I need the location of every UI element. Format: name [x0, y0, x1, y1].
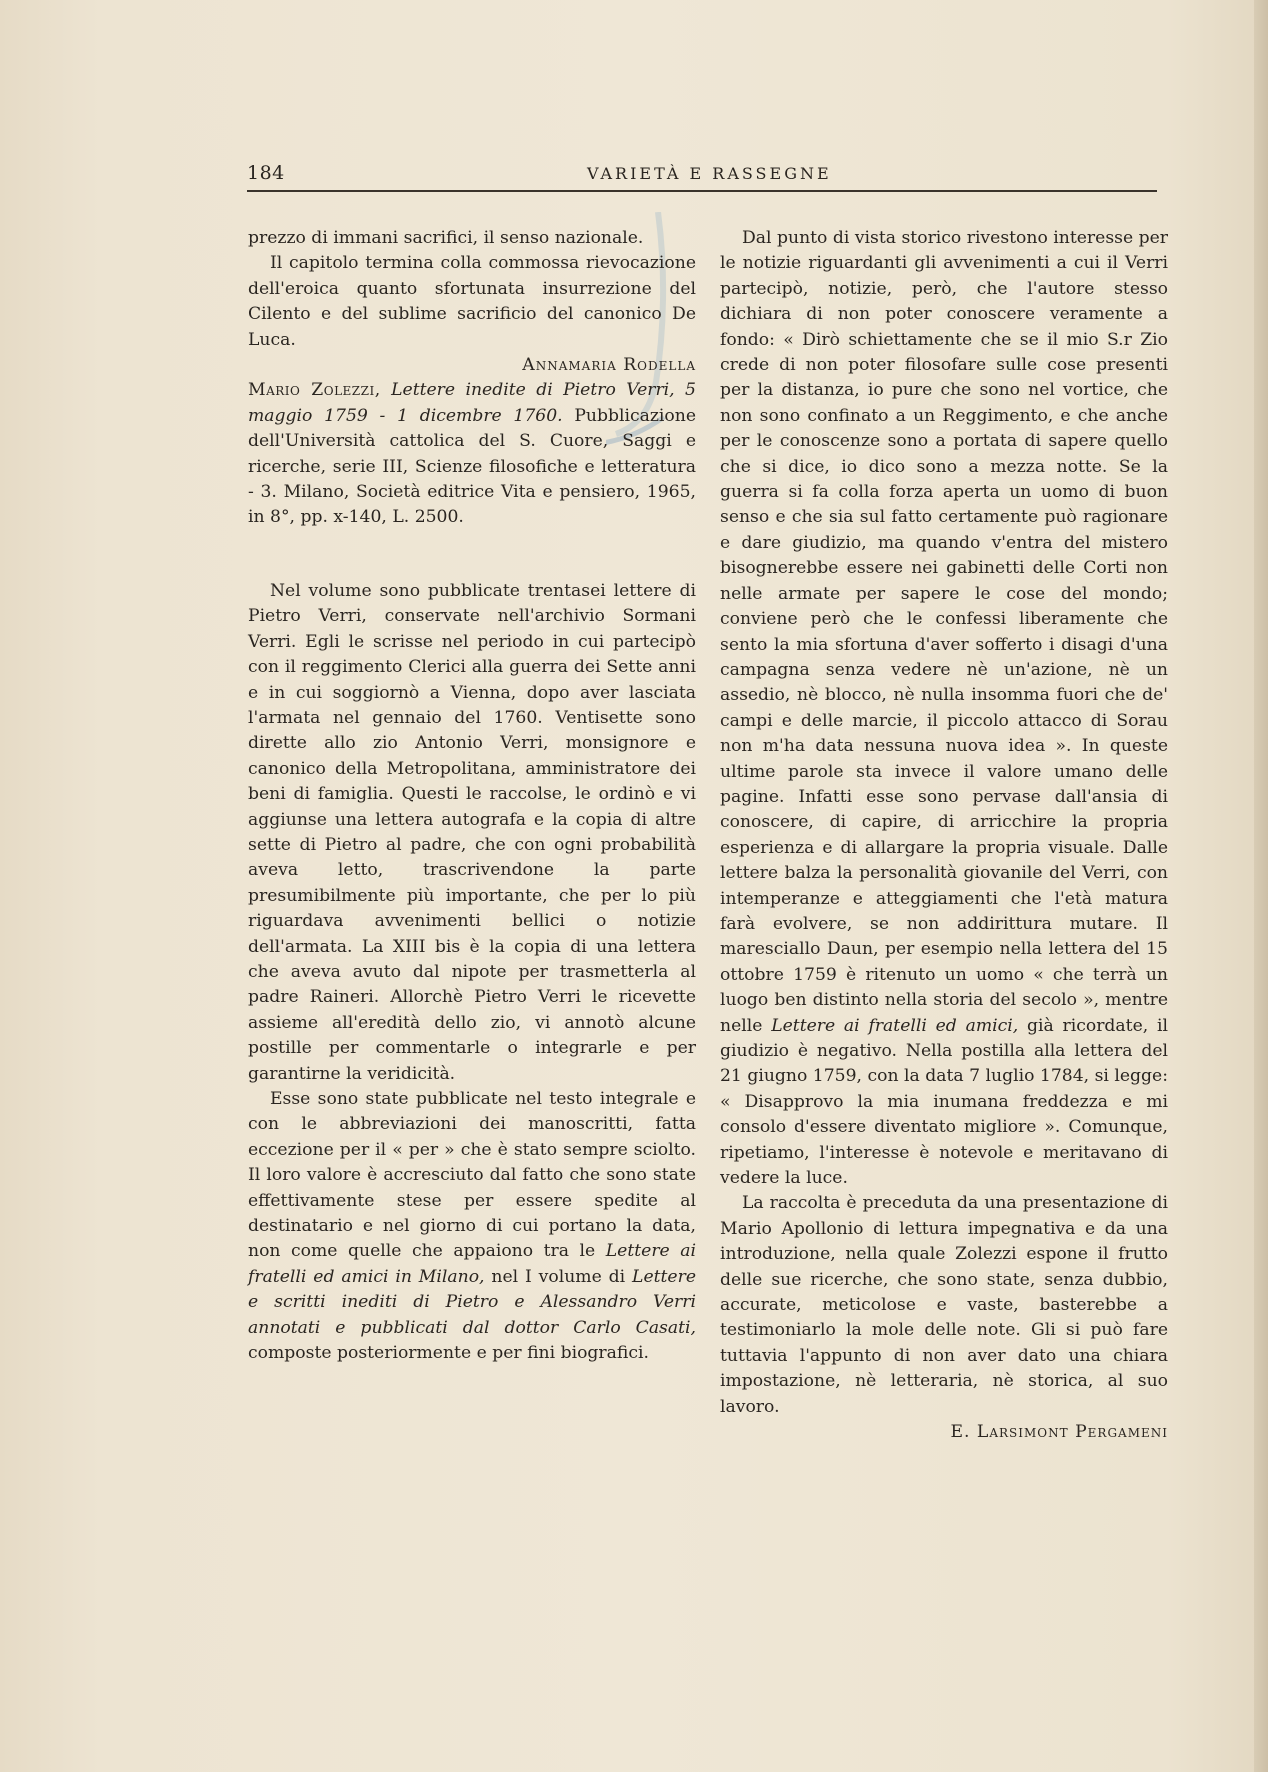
section-gap — [248, 531, 696, 579]
running-head: VARIETÀ E RASSEGNE — [587, 164, 832, 183]
paragraph-2-end: composte posteriormente e per fini biografici. — [248, 1343, 649, 1364]
review-heading — [248, 378, 696, 530]
intro-paragraph: Il capitolo termina colla commossa rievocazione dell'eroica quanto sfortunata insurrezione del Cilento e del sublime sacrificio del canonico De Luca. — [248, 253, 696, 350]
paragraph-2-italic-1: Lettere ai fratelli ed amici in Milano, — [248, 1241, 697, 1287]
paragraph-2-start: Esse sono state pubblicate nel testo integrale e con le abbreviazioni dei manoscritti, fatta eccezione per il « per » che è stato sempre sciolto. Il loro valore è accresciuto dal fatto che sono state effettivamente stese per essere spedite al destinatario e nel giorno di cui portano la data, non come quelle che appaiono tra le — [248, 1089, 696, 1262]
review-author: Mario Zolezzi, — [248, 380, 381, 401]
paragraph-2-italic-2: Lettere e scritti inediti di Pietro e Alessandro Verri annotati e pubblicati dal dottor Carlo Casati, — [248, 1266, 696, 1338]
review-title: Lettere inedite di Pietro Verri, 5 maggio 1759 - 1 dicembre 1760. — [248, 380, 696, 426]
paragraph-3 — [720, 226, 1168, 1191]
page-header — [247, 160, 1157, 190]
right-column — [720, 226, 1168, 1446]
header-rule — [247, 190, 1157, 192]
paragraph-4: La raccolta è preceduta da una presentazione di Mario Apollonio di lettura impegnativa e da una introduzione, nella quale Zolezzi espone il frutto delle sue ricerche, che sono state, senza dubbio, accurate, meticolose e vaste, basterebbe a testimoniarlo la mole delle note. Gli si può fare tuttavia l'appunto di non aver dato una chiara impostazione, nè letteraria, nè storica, al suo lavoro. — [720, 1193, 1168, 1417]
page-number: 184 — [247, 162, 285, 184]
paragraph-3-main: Dal punto di vista storico rivestono interesse per le notizie riguardanti gli avvenimenti a cui il Verri partecipò, notizie, però, che l'autore stesso dichiara di non poter conoscere veramente a fondo: « Dirò schiettamente che se il mio S.r Zio crede di non poter filosofare sulle cose presenti per la distanza, io pure che sono nel vortice, che non sono confinato a un Reggimento, e che anche per le conoscenze sono a portata di sapere quello che si dice, io dico sono a mezza notte. Se la guerra si fa colla forza aperta un uomo di buon senso e che sia sul fatto certamente può ragionare e dare giudizio, ma quando v'entra del mistero bisognerebbe essere nei gabinetti delle Corti non nelle armate per sapere le cose del mondo; conviene però che le confessi liberamente che sento la mia sfortuna d'aver sofferto i disagi d'una campagna senza vedere nè un'azione, nè un assedio, nè blocco, nè nulla insomma fuori che de' campi e delle marcie, il piccolo attacco di Sorau non m'ha data nessuna nuova idea ». In queste ultime parole sta invece il valore umano delle pagine. Infatti esse sono pervase dall'ansia di conoscere, di capire, di arricchire la propria esperienza e di allargare la propria visuale. Dalle lettere balza la personalità giovanile del Verri, con intemperanze e atteggiamenti che l'età matura farà evolvere, se non addirittura mutare. Il maresciallo Daun, per esempio nella lettera del 15 ottobre 1759 è ritenuto un uomo « che terrà un luogo ben distinto nella storia del secolo », mentre nelle — [720, 228, 1168, 1036]
paragraph-2 — [248, 1087, 696, 1366]
paragraph-1: Nel volume sono pubblicate trentasei lettere di Pietro Verri, conservate nell'archivio Sormani Verri. Egli le scrisse nel periodo in cui partecipò con il reggimento Clerici alla guerra dei Sette anni e in cui soggiornò a Vienna, dopo aver lasciata l'armata nel gennaio del 1760. Ventisette sono dirette allo zio Antonio Verri, monsignore e canonico della Metropolitana, amministratore dei beni di famiglia. Questi le raccolse, le ordinò e vi aggiunse una lettera autografa e la copia di altre sette di Pietro al padre, che con ogni probabilità aveva letto, trascrivendone la parte presumibilmente più importante, che per lo più riguardava avvenimenti bellici o notizie dell'armata. La XIII bis è la copia di una lettera che aveva avuto dal nipote per trasmetterla al padre Raineri. Allorchè Pietro Verri le ricevette assieme all'eredità dello zio, vi annotò alcune postille per commentarle o integrarle e per garantirne la veridicità. — [248, 580, 696, 1084]
intro-signature: Annamaria Rodella — [522, 355, 696, 376]
left-column — [248, 226, 696, 1366]
page-edge — [1254, 0, 1268, 1772]
review-details: Pubblicazione dell'Università cattolica del S. Cuore, Saggi e ricerche, serie III, Scienze filosofiche e letteratura - 3. Milano, Società editrice Vita e pensiero, 1965, in 8°, pp. x-140, L. 2500. — [248, 405, 696, 528]
closing-signature: E. Larsimont Pergameni — [950, 1422, 1168, 1443]
paragraph-2-mid: nel I volume di — [491, 1266, 626, 1287]
intro-lines: prezzo di immani sacrifici, il senso nazionale. — [248, 228, 644, 248]
paragraph-3-end: già ricordate, il giudizio è negativo. Nella postilla alla lettera del 21 giugno 1759, con la data 7 luglio 1784, si legge: « Disapprovo la mia inumana freddezza e mi consolo d'essere diventato migliore ». Comunque, ripetiamo, l'interesse è notevole e meritavano di vedere la luce. — [720, 1015, 1168, 1189]
paragraph-3-italic: Lettere ai fratelli ed amici, — [771, 1015, 1019, 1036]
